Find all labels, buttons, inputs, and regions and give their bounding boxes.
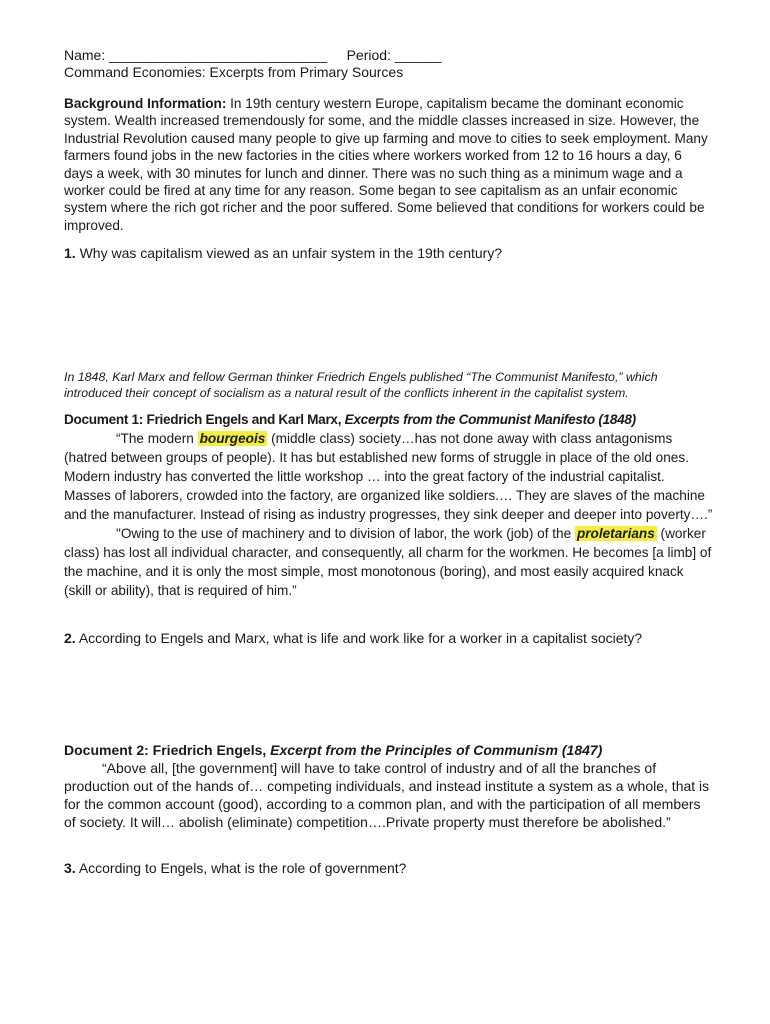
document-1-paragraph-1: “The modern bourgeois (middle class) society…has not done away with class antagonisms (hatred between groups of people). It has but established new forms of struggle in place of the old ones. Modern industry has converted the little workshop … into the great factory of the industrial capitalist. Masses of laborers, crowded into the factory, are organized like soldiers.… They are slaves of the machine and the manufacturer. Instead of rising as industry progresses, they sink deeper and deeper into poverty….” bbox=[64, 431, 713, 522]
name-field: Name: ____________________________ bbox=[64, 47, 328, 63]
question-text: Why was capitalism viewed as an unfair system in the 19th century? bbox=[79, 245, 503, 261]
background-section bbox=[64, 95, 714, 234]
document-1 bbox=[64, 410, 714, 600]
question-number: 2. bbox=[64, 630, 76, 646]
question-3 bbox=[64, 860, 714, 877]
question-1 bbox=[64, 245, 714, 262]
question-text: According to Engels, what is the role of government? bbox=[78, 860, 407, 876]
document-2-heading: Document 2: Friedrich Engels, Excerpt from the Principles of Communism (1847) bbox=[64, 742, 603, 758]
background-label: Background Information: bbox=[64, 96, 227, 111]
document-2-text: “Above all, [the government] will have to take control of industry and of all the branches of production out of the hands of… competing individuals, and instead institute a system as a whole, that is for the common account (good), according to a common plan, and with the participation of all members of society. It will… abolish (eliminate) competition….Private property must therefore be abolished.” bbox=[64, 760, 710, 830]
question-2 bbox=[64, 630, 714, 647]
question-number: 1. bbox=[64, 245, 76, 261]
highlight-proletarians: proletarians bbox=[576, 526, 655, 541]
page-subtitle: Command Economies: Excerpts from Primary Sources bbox=[64, 64, 404, 81]
document-2 bbox=[64, 741, 714, 831]
background-text: In 19th century western Europe, capitalism became the dominant economic system. Wealth increased tremendously for some, and the middle classes increased in size. However, the Industrial Revolution caused many people to give up farming and move to cities to seek employment. Many farmers found jobs in the new factories in the cities where workers worked from 12 to 16 hours a day, 6 days a week, with 30 minutes for lunch and dinner. There was no such thing as a minimum wage and a worker could be fired at any time for any reason. Some began to see capitalism as an unfair economic system where the rich got richer and the poor suffered. Some believed that conditions for workers could be improved. bbox=[64, 96, 708, 233]
document-1-paragraph-2: "Owing to the use of machinery and to division of labor, the work (job) of the proletarians (worker class) has lost all individual character, and consequently, all charm for the workmen. He becomes [a limb] of the machine, and it is only the most simple, most monotonous (boring), and most easily acquired knack (skill or ability), that is required of him.” bbox=[64, 526, 712, 598]
question-text: According to Engels and Marx, what is life and work like for a worker in a capitalist society? bbox=[78, 630, 643, 646]
intro-note bbox=[64, 369, 714, 401]
highlight-bourgeois: bourgeois bbox=[199, 431, 266, 446]
intro-text: In 1848, Karl Marx and fellow German thinker Friedrich Engels published “The Communist Manifesto,” which introduced their concept of socialism as a natural result of the conflicts inherent in the capitalist system. bbox=[64, 370, 658, 400]
background-paragraph bbox=[64, 95, 714, 234]
question-number: 3. bbox=[64, 860, 76, 876]
document-1-heading: Document 1: Friedrich Engels and Karl Marx, Excerpts from the Communist Manifesto (1848) bbox=[64, 412, 636, 427]
name-period-line bbox=[64, 47, 714, 64]
period-field: Period: ______ bbox=[346, 47, 442, 63]
header bbox=[64, 47, 714, 82]
